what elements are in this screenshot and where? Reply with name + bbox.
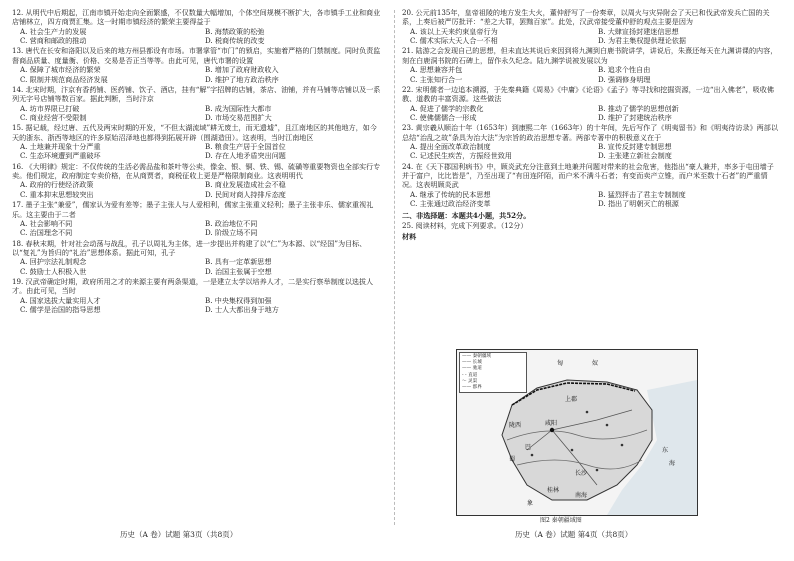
legend-item: —— 驰道 bbox=[462, 366, 482, 372]
map-label: 陇西 bbox=[509, 422, 522, 429]
answer-option: A. 政府的行使经济政策 bbox=[20, 180, 94, 190]
legend-item: —— 长城 bbox=[462, 360, 482, 366]
map-legend bbox=[459, 352, 527, 393]
legend-item: ～ 灵渠 bbox=[462, 378, 478, 384]
right-questions bbox=[402, 8, 778, 209]
question-q18 bbox=[12, 239, 382, 276]
answer-option: D. 指出了明朝灭亡的根源 bbox=[598, 199, 679, 209]
answer-option: C. 鼓励士人积极入世 bbox=[20, 266, 87, 276]
question-q15 bbox=[12, 123, 382, 160]
map-label: 奴 bbox=[592, 360, 599, 367]
answer-option: A. 保障了城市经济的繁荣 bbox=[20, 65, 101, 75]
map-label: 桂林 bbox=[547, 487, 560, 494]
answer-options bbox=[402, 190, 778, 209]
map-label: 南海 bbox=[575, 492, 588, 499]
answer-option: C. 限制并规范商品经济发展 bbox=[20, 74, 108, 84]
answer-option: A. 国家选拔大量实用人才 bbox=[20, 295, 101, 305]
question-stem: 23. 黄宗羲从顺治十年（1653年）到康熙二年（1663年）的十年间，先后写作了《明夷留书》和《明夷待访录》两部以总结“治乱之故”条具为治大法”为宗旨的政治思想专著。两部专著中的积极意义在于 bbox=[402, 123, 778, 142]
question-q12 bbox=[12, 8, 382, 45]
answer-option: D. 为君主集权提供理论依据 bbox=[598, 36, 686, 46]
answer-options bbox=[12, 180, 382, 199]
answer-option: A. 该以上天来约束皇帝行为 bbox=[410, 26, 498, 36]
question-stem: 20. 公元前135年，皇帝祖陵的地方发生大火，董仲舒写了一份奏章，以周火与灾异附会了天已和伐武帝发兵亡国的关系，上奏后被严厉批评：“差之大罪，罢黜百家”。此处，汉武帝接受董仲舒的观点主要是因为 bbox=[402, 8, 770, 27]
answer-options bbox=[12, 219, 382, 238]
answer-options bbox=[12, 142, 382, 161]
answer-option: B. 海禁政策的松弛 bbox=[205, 26, 265, 36]
answer-options bbox=[402, 27, 778, 46]
legend-item: —— 郡界 bbox=[462, 384, 482, 390]
legend-item: - - 直道 bbox=[462, 372, 478, 378]
question-q16 bbox=[12, 162, 382, 199]
answer-option: D. 维护了地方政治秩序 bbox=[205, 74, 279, 84]
answer-option: C. 记述民生疾苦，方振经世致用 bbox=[410, 151, 512, 161]
legend-item: —— 秦朝疆域 bbox=[462, 354, 492, 359]
question-q22 bbox=[402, 85, 778, 122]
question-q23 bbox=[402, 123, 778, 160]
question-stem: 14. 北宋时期，汴京有香药铺、医药铺、饮子、酒店，挂有“解”字招牌的店铺，茶店、油铺，并有马铺等店铺以及一系列无字号店铺等数百家。据此判断，当时汴京 bbox=[12, 84, 381, 104]
answer-option: B. 商业发展造成社会不稳 bbox=[205, 180, 286, 190]
answer-option: A. 思想兼容并包 bbox=[410, 65, 463, 75]
answer-option: C. 生态环境遭到严重破坏 bbox=[20, 151, 101, 161]
question-q24 bbox=[402, 162, 778, 209]
map-label: 咸阳 bbox=[545, 420, 558, 427]
answer-options bbox=[402, 65, 778, 84]
answer-options bbox=[12, 257, 382, 276]
question-q17 bbox=[12, 200, 382, 237]
answer-option: B. 增加了政府财政收入 bbox=[205, 65, 279, 75]
answer-option: A. 回护宗法礼制观念 bbox=[20, 257, 87, 267]
question-stem: 16. 《大明律》规定：不仅传统的生活必需品盐和茶叶等公卖，像金、银、铜、铁、锡、硫磺等重要物资也全部实行专卖。他们规定，政府制定专卖价格，在从商贾者，商税征收上更是严格限制商业。这表明明代 bbox=[12, 161, 381, 181]
question-q21 bbox=[402, 46, 778, 83]
right-page-column bbox=[402, 8, 778, 244]
question-stem: 12. 从明代中后期起，江南市镇开始走向全面繁盛，不仅数量大幅增加，个体空间规模不断扩大，各市镇手工业和商业店铺林立，四方商贾汇集。这一时期市镇经济的繁荣主要得益于 bbox=[12, 8, 381, 27]
answer-option: B. 政治地位不同 bbox=[205, 218, 258, 228]
answer-option: A. 土地兼并现象十分严重 bbox=[20, 142, 101, 152]
map-label: 匈 bbox=[557, 360, 564, 367]
question-stem: 18. 春秋末期，针对社会动荡与战乱，孔子以周礼为主体，进一步提出并构建了以“仁”为本源、以“经国”为目标、以“复礼”为旨归的“礼治”思想体系。据此可知，孔子 bbox=[12, 238, 367, 257]
answer-option: C. 使佛儒儒合一形成 bbox=[410, 112, 477, 122]
question-stem: 17. 墨子主张“兼爱”，儒家认为爱有差等；墨子主张人与人爱相利，儒家主张重义轻利；墨子主张非乐、儒家重视礼乐。这主要由于二者 bbox=[12, 200, 374, 219]
map-label: 象 bbox=[527, 500, 534, 507]
map-label: 巴 bbox=[525, 444, 532, 451]
answer-option: C. 儒学是治国的指导思想 bbox=[20, 305, 101, 315]
material-label: 材料 bbox=[402, 232, 417, 242]
answer-options bbox=[12, 27, 382, 46]
answer-option: A. 社会生产力的发展 bbox=[20, 26, 87, 36]
answer-option: B. 猛烈抨击了君主专制制度 bbox=[598, 189, 686, 199]
answer-options bbox=[12, 296, 382, 315]
answer-options bbox=[402, 142, 778, 161]
section2-title: 二、非选择题：本题共4小题，共52分。 bbox=[402, 210, 531, 220]
answer-option: C. 儒术实际大天人合一不相 bbox=[410, 36, 498, 46]
answer-option: D. 强调修身明理 bbox=[598, 74, 651, 84]
map-label: 海 bbox=[669, 460, 676, 467]
answer-option: A. 促进了儒学的宗教化 bbox=[410, 103, 484, 113]
answer-option: D. 治国主张属于空想 bbox=[205, 266, 272, 276]
question-stem: 13. 唐代在长安和洛阳以及后来的地方州县都设有市场。市署掌管“市门”的锁启，实施着严格的门禁制度。同时负责监督商品质量、度量衡、价格、交易是否正当等等。由此可见，唐代市署的设置 bbox=[12, 46, 381, 65]
answer-option: A. 坊市界限已打破 bbox=[20, 103, 80, 113]
answer-option: B. 粮食生产居于全国首位 bbox=[205, 142, 286, 152]
answer-options bbox=[402, 104, 778, 123]
answer-option: D. 阶级立场不同 bbox=[205, 228, 258, 238]
question-q14 bbox=[12, 85, 382, 122]
answer-option: C. 营商和邮政的推动 bbox=[20, 36, 87, 46]
answer-option: D. 维护了封建统治秩序 bbox=[598, 112, 672, 122]
question-stem: 24. 在《天下郡国利病书》中，顾炎武充分注意到土地兼并问题对带来的社会危害，他指出“豪人兼并，率多于屯田墙子并于富户，比比皆是”，乃至出现了“有田连阡陌，而户米不满斗石者；有变而卖产立锥，而户米至数十石者”的严重情况。这表明顾炎武 bbox=[402, 161, 774, 190]
answer-option: B. 宣传反封建专制思想 bbox=[598, 142, 672, 152]
answer-option: D. 市场交易范围扩大 bbox=[205, 112, 272, 122]
answer-options bbox=[12, 65, 382, 84]
answer-option: D. 民间对商人持排斥态度 bbox=[205, 189, 286, 199]
answer-option: B. 成为国际性大都市 bbox=[205, 103, 272, 113]
question-q20 bbox=[402, 8, 778, 45]
answer-option: B. 大肆宣扬封建迷信思想 bbox=[598, 26, 679, 36]
question-q13 bbox=[12, 46, 382, 83]
question-q19 bbox=[12, 277, 382, 314]
answer-option: D. 税商传统的改变 bbox=[205, 36, 265, 46]
question-stem: 19. 汉武帝确定时期，政府所用之才的来源主要有两条渠道，一是建立太学以培养人才，二是实行察举制度以选拔人才。由此可见，当时 bbox=[12, 277, 374, 296]
answer-option: D. 主张建立新社会制度 bbox=[598, 151, 672, 161]
footer-left: 历史（A 卷）试题 第3页（共8页） bbox=[120, 530, 238, 539]
answer-option: D. 士人大都出身于地方 bbox=[205, 305, 279, 315]
page-divider bbox=[394, 10, 395, 525]
answer-option: C. 主张通过政治经济变革 bbox=[410, 199, 491, 209]
answer-option: C. 主张知行合一 bbox=[410, 74, 463, 84]
answer-option: B. 推动了儒学的思想创新 bbox=[598, 103, 679, 113]
answer-option: A. 社会影响不同 bbox=[20, 218, 73, 228]
answer-option: C. 重本抑末思想较突出 bbox=[20, 189, 94, 199]
answer-option: C. 治国理念不同 bbox=[20, 228, 73, 238]
map-label: 蜀 bbox=[509, 456, 516, 463]
map-label: 东 bbox=[662, 447, 669, 454]
answer-option: B. 中央集权得到加强 bbox=[205, 295, 272, 305]
question-stem: 15. 据记载，经过唐、五代及两宋时期的开发，“不但太湖流域”耕无废土，而无遗墟”，且江南地区的其他地方，如今天的浙东、浙西等地区的许多原始沼泽地也都得到拓展开辟（围湖造田）。这表明，当时江南地区 bbox=[12, 123, 377, 142]
left-page-column bbox=[12, 8, 382, 316]
qin-map-figure bbox=[456, 349, 698, 516]
question-stem: 22. 宋明儒者一边追本溯源，于先秦典籍《周易》《中庸》《论语》《孟子》等寻找和挖掘资源，一边“出入佛老”，吸收佛教、道教的丰富资源。这些做法 bbox=[402, 84, 774, 104]
answer-option: A. 继承了传统的民本思想 bbox=[410, 189, 491, 199]
footer-right: 历史（A 卷）试题 第4页（共8页） bbox=[515, 530, 633, 539]
map-label: 长沙 bbox=[575, 470, 588, 477]
map-caption: 图2 秦朝疆域图 bbox=[540, 517, 582, 524]
answer-option: A. 提出全面改革政治制度 bbox=[410, 142, 491, 152]
answer-option: C. 商业经营不受限制 bbox=[20, 112, 87, 122]
answer-option: B. 具有一定革新思想 bbox=[205, 257, 272, 267]
q25-stem: 25. 阅读材料，完成下列要求。（12分） bbox=[402, 220, 528, 230]
answer-option: B. 追求个性自由 bbox=[598, 65, 651, 75]
answer-options bbox=[12, 104, 382, 123]
map-label: 上郡 bbox=[565, 396, 578, 403]
question-stem: 21. 陆游之会发现自己的思想，但未直达其说后来因到将九渊到白鹿书院讲学，讲说后，朱熹还每天在九渊讲课的内容，刻在白鹿洞书院的石碑上，留作永久纪念。陆九渊学说被发展以为 bbox=[402, 46, 778, 65]
answer-option: D. 存在人地矛盾突出问题 bbox=[205, 151, 286, 161]
